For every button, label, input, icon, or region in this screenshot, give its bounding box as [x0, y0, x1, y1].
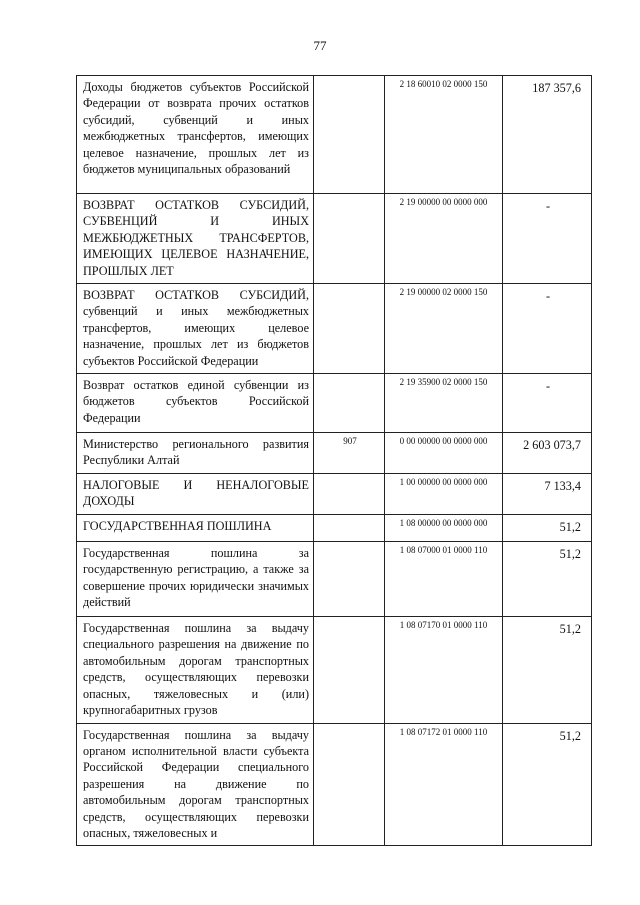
row-budget-code: 1 08 07172 01 0000 110 [385, 723, 503, 846]
row-name: ВОЗВРАТ ОСТАТКОВ СУБСИДИЙ, субвенций и иных межбюджетных трансфертов, имеющих целевое назначение, прошлых лет из бюджетов субъектов Российской Федерации [77, 284, 314, 374]
row-budget-code: 2 19 00000 00 0000 000 [385, 194, 503, 284]
row-name: НАЛОГОВЫЕ И НЕНАЛОГОВЫЕ ДОХОДЫ [77, 474, 314, 515]
table-row [77, 723, 592, 846]
row-admin-code [314, 515, 385, 542]
row-amount: - [503, 284, 592, 374]
row-budget-code: 2 18 60010 02 0000 150 [385, 76, 503, 194]
row-name: Государственная пошлина за выдачу органом исполнительной власти субъекта Российской Федерации специального разрешения на движение по автомобильным дорогам транспортных средств, осуществляющих перевозки опасных, тяжеловесных и [77, 723, 314, 846]
row-name: ГОСУДАРСТВЕННАЯ ПОШЛИНА [77, 515, 314, 542]
row-amount: 51,2 [503, 542, 592, 617]
table-row [77, 76, 592, 194]
row-amount: - [503, 194, 592, 284]
row-amount: 7 133,4 [503, 474, 592, 515]
row-budget-code: 1 08 07170 01 0000 110 [385, 617, 503, 723]
row-amount: 2 603 073,7 [503, 433, 592, 474]
row-budget-code: 0 00 00000 00 0000 000 [385, 433, 503, 474]
row-admin-code [314, 194, 385, 284]
row-budget-code: 1 08 00000 00 0000 000 [385, 515, 503, 542]
row-admin-code [314, 617, 385, 723]
row-admin-code [314, 542, 385, 617]
row-name: Возврат остатков единой субвенции из бюджетов субъектов Российской Федерации [77, 374, 314, 433]
table-row [77, 194, 592, 284]
table-row [77, 542, 592, 617]
row-amount: 51,2 [503, 617, 592, 723]
row-budget-code: 1 08 07000 01 0000 110 [385, 542, 503, 617]
table-row [77, 284, 592, 374]
row-admin-code: 907 [314, 433, 385, 474]
row-name: Государственная пошлина за государственную регистрацию, а также за совершение прочих юридически значимых действий [77, 542, 314, 617]
table-row [77, 515, 592, 542]
row-admin-code [314, 76, 385, 194]
row-amount: 51,2 [503, 723, 592, 846]
row-name: Министерство регионального развития Республики Алтай [77, 433, 314, 474]
table-row [77, 433, 592, 474]
table-row [77, 617, 592, 723]
revenue-table [76, 75, 592, 846]
row-name: Доходы бюджетов субъектов Российской Федерации от возврата прочих остатков субсидий, субвенций и иных межбюджетных трансфертов, имеющих целевое назначение, прошлых лет из бюджетов муниципальных образований [77, 76, 314, 194]
row-admin-code [314, 284, 385, 374]
table-row [77, 374, 592, 433]
row-budget-code: 2 19 00000 02 0000 150 [385, 284, 503, 374]
table-row [77, 474, 592, 515]
row-name: Государственная пошлина за выдачу специального разрешения на движение по автомобильным дорогам транспортных средств, осуществляющих перевозки опасных, тяжеловесных и (или) крупногабаритных грузов [77, 617, 314, 723]
row-amount: 187 357,6 [503, 76, 592, 194]
row-name: ВОЗВРАТ ОСТАТКОВ СУБСИДИЙ, СУБВЕНЦИЙ И ИНЫХ МЕЖБЮДЖЕТНЫХ ТРАНСФЕРТОВ, ИМЕЮЩИХ ЦЕЛЕВОЕ НАЗНАЧЕНИЕ, ПРОШЛЫХ ЛЕТ [77, 194, 314, 284]
row-admin-code [314, 374, 385, 433]
page-number: 77 [313, 38, 327, 53]
row-amount: - [503, 374, 592, 433]
row-budget-code: 1 00 00000 00 0000 000 [385, 474, 503, 515]
row-budget-code: 2 19 35900 02 0000 150 [385, 374, 503, 433]
row-amount: 51,2 [503, 515, 592, 542]
row-admin-code [314, 723, 385, 846]
row-admin-code [314, 474, 385, 515]
